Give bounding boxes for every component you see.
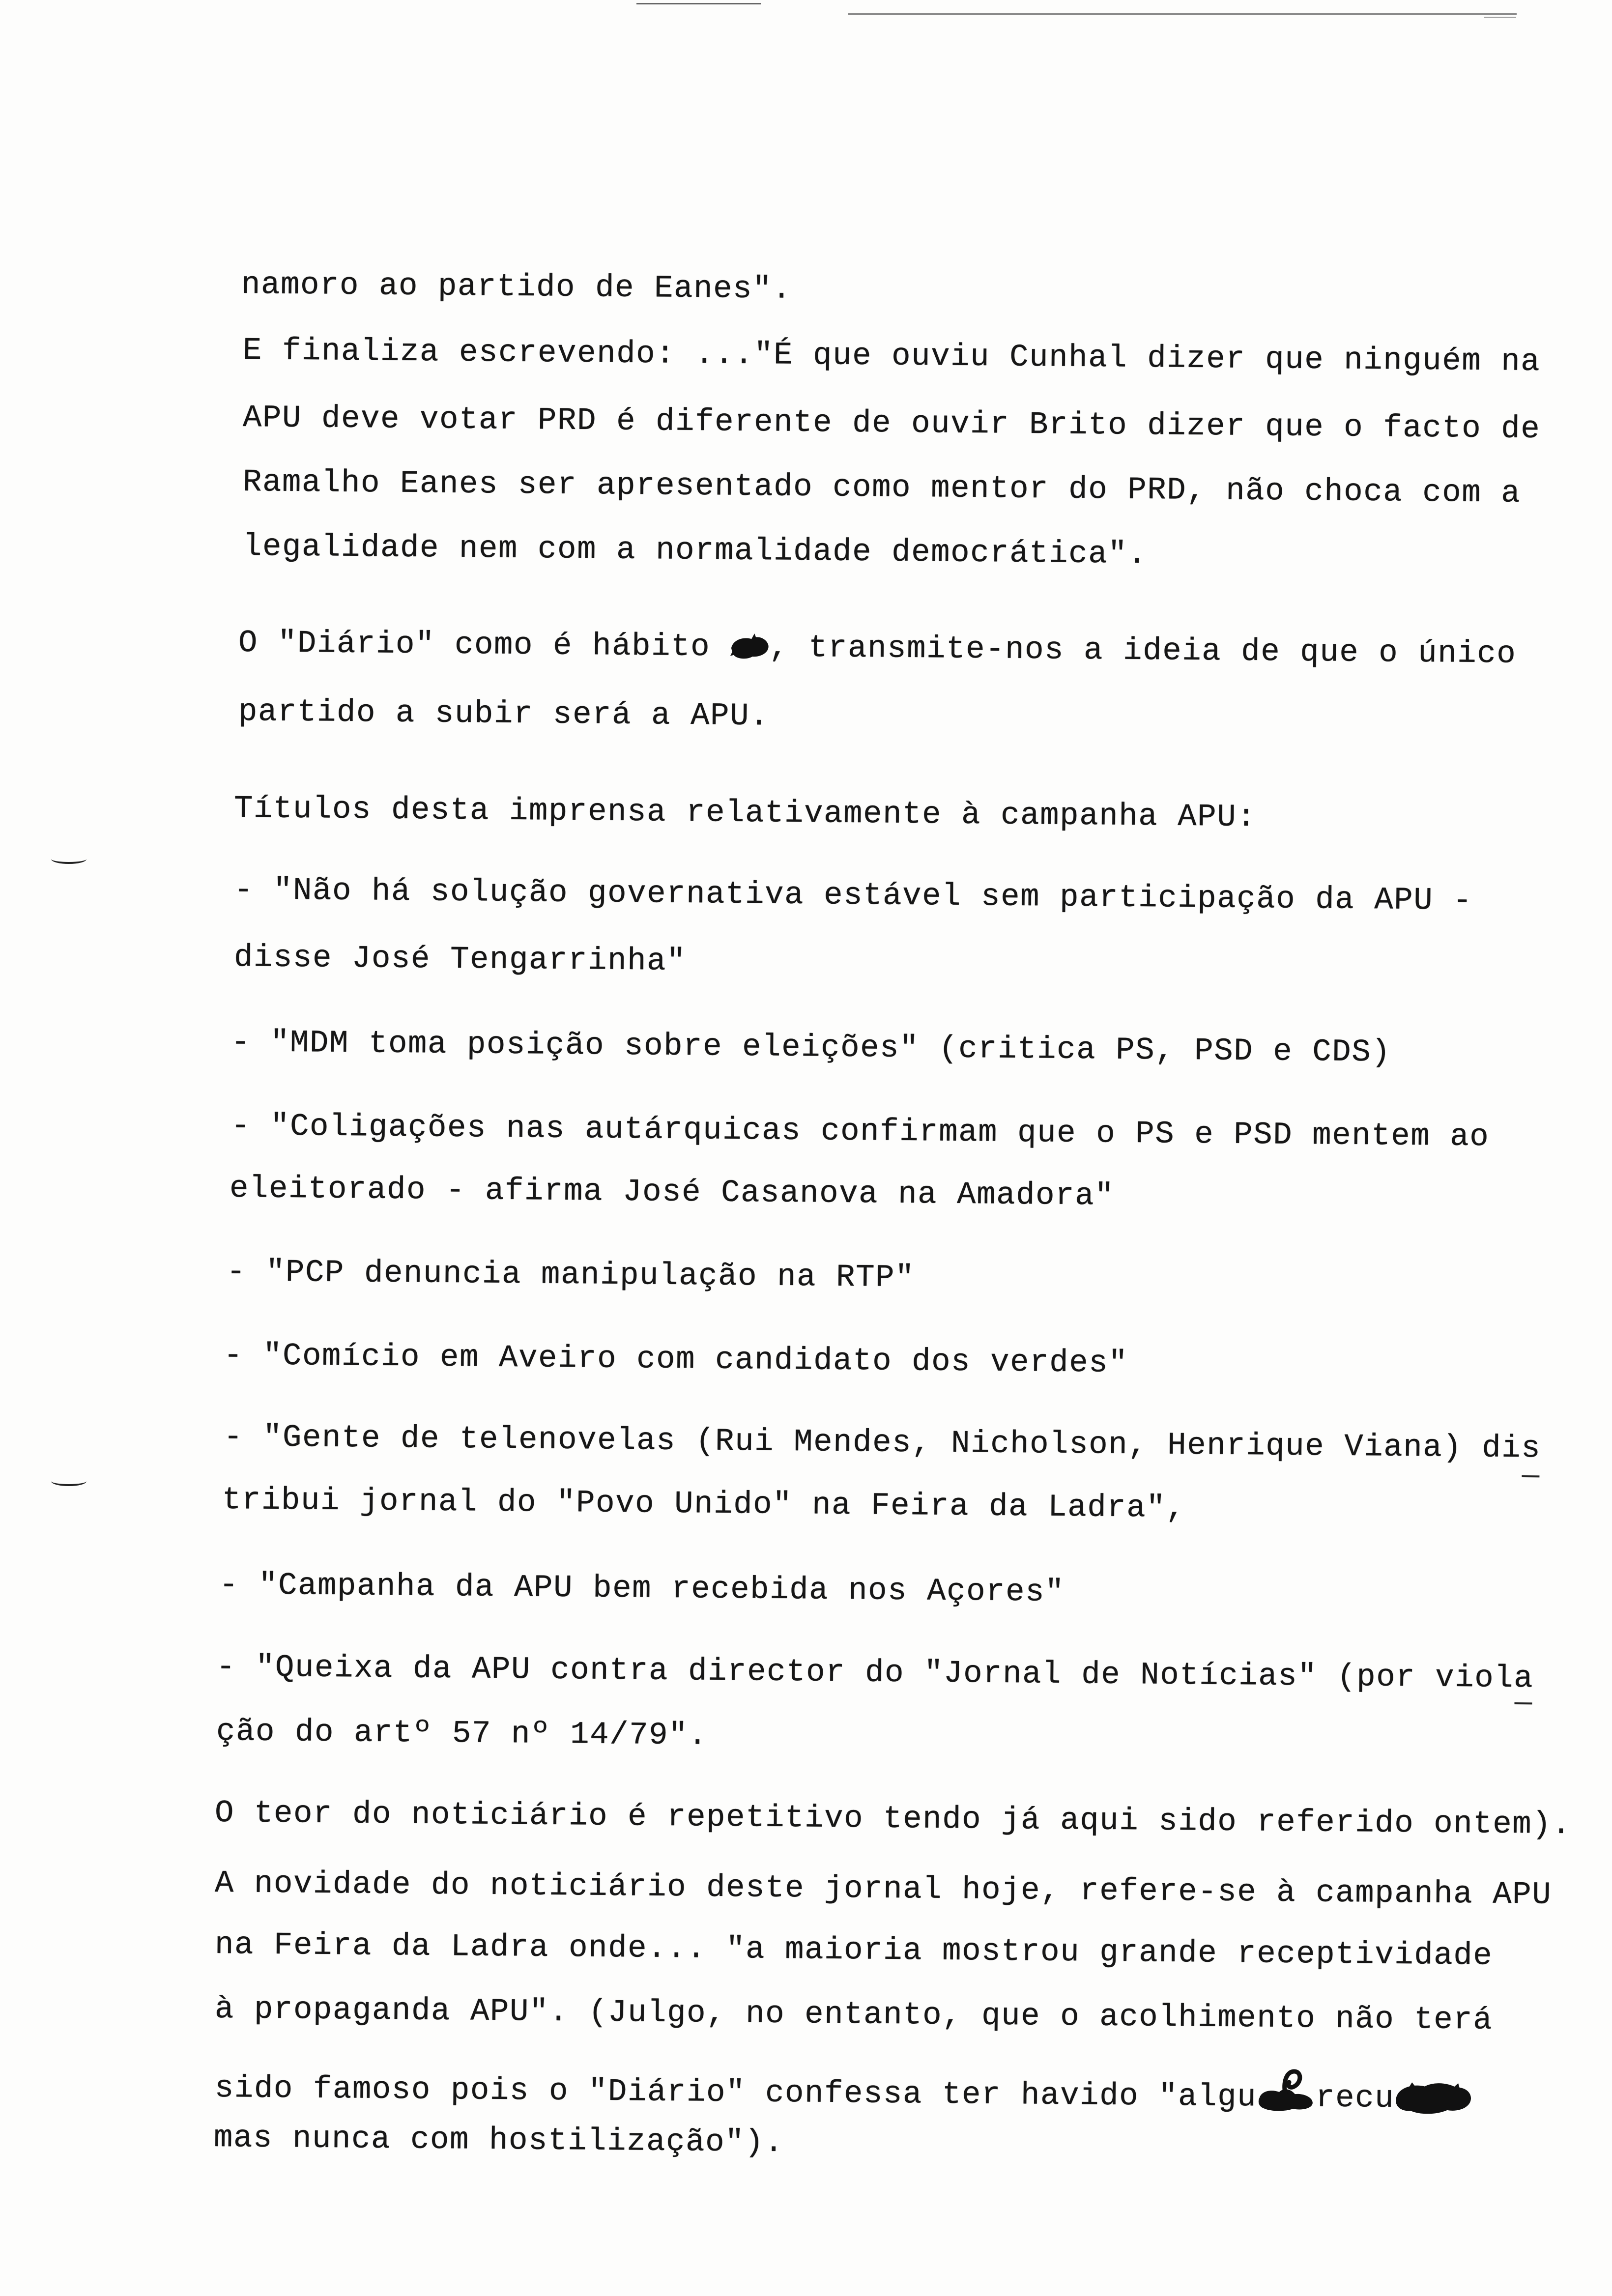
text-line: eleitorado - afirma José Casanova na Amadora" xyxy=(229,1171,1115,1214)
line-text-segment: O "Diário" como é hábito xyxy=(238,626,730,665)
text-line: disse José Tengarrinha" xyxy=(233,940,687,980)
ink-blot xyxy=(1257,2067,1316,2113)
hyphenation-mark xyxy=(1522,1475,1540,1477)
line-text: - "Queixa da APU contra director do "Jornal de Notícias" (por viola xyxy=(216,1650,1534,1697)
text-line: - "Comício em Aveiro com candidato dos verdes" xyxy=(223,1338,1128,1382)
text-line: - "Coligações nas autárquicas confirmam que o PS e PSD mentem ao xyxy=(230,1109,1490,1155)
text-line: mas nunca com hostilização"). xyxy=(213,2121,784,2161)
text-line xyxy=(238,628,1517,670)
punch-hole-mark xyxy=(51,854,86,864)
line-text-segment: sido famoso pois o "Diário" confessa ter havido "algu xyxy=(214,2071,1257,2116)
scan-edge-line xyxy=(636,3,761,4)
text-line: legalidade nem com a normalidade democrática". xyxy=(242,529,1148,573)
text-line: Títulos desta imprensa relativamente à campanha APU: xyxy=(233,791,1257,836)
text-line: Ramalho Eanes ser apresentado como mentor do PRD, não choca com a xyxy=(242,465,1521,512)
scan-edge-line xyxy=(848,13,1517,15)
text-line xyxy=(216,1650,1534,1697)
scan-edge-line xyxy=(1484,17,1516,18)
text-line: na Feira da Ladra onde... "a maioria mostrou grande receptividade xyxy=(214,1927,1493,1974)
text-line xyxy=(215,2058,1473,2116)
line-text: - "Gente de telenovelas (Rui Mendes, Nicholson, Henrique Viana) dis xyxy=(223,1420,1541,1467)
text-line: APU deve votar PRD é diferente de ouvir Brito dizer que o facto de xyxy=(242,401,1541,448)
text-line: - "MDM toma posição sobre eleições" (critica PS, PSD e CDS) xyxy=(230,1025,1391,1071)
text-line: tribui jornal do "Povo Unido" na Feira da Ladra", xyxy=(222,1483,1186,1527)
text-line: namoro ao partido de Eanes". xyxy=(241,267,792,308)
text-line: A novidade do noticiário deste jornal hoje, refere-se à campanha APU xyxy=(214,1866,1552,1913)
text-line xyxy=(223,1420,1541,1467)
text-line: - "PCP denuncia manipulação na RTP" xyxy=(226,1255,915,1296)
ink-blot xyxy=(1394,2081,1473,2116)
text-line: à propaganda APU". (Julgo, no entanto, que o acolhimento não terá xyxy=(214,1992,1493,2038)
text-line: E finaliza escrevendo: ..."É que ouviu Cunhal dizer que ninguém na xyxy=(242,333,1541,380)
text-line: - "Campanha da APU bem recebida nos Açores" xyxy=(219,1568,1065,1611)
line-text-segment: recu xyxy=(1315,2080,1395,2117)
text-line: partido a subir será a APU. xyxy=(238,694,770,735)
text-line: ção do artº 57 nº 14/79". xyxy=(216,1714,708,1754)
text-line: - "Não há solução governativa estável sem participação da APU - xyxy=(233,873,1473,919)
line-text-segment: , transmite-nos a ideia de que o único xyxy=(769,630,1517,672)
hyphenation-mark xyxy=(1515,1702,1532,1704)
text-line: O teor do noticiário é repetitivo tendo já aqui sido referido ontem). xyxy=(214,1796,1572,1843)
punch-hole-mark xyxy=(51,1476,86,1486)
ink-blot xyxy=(730,633,769,661)
